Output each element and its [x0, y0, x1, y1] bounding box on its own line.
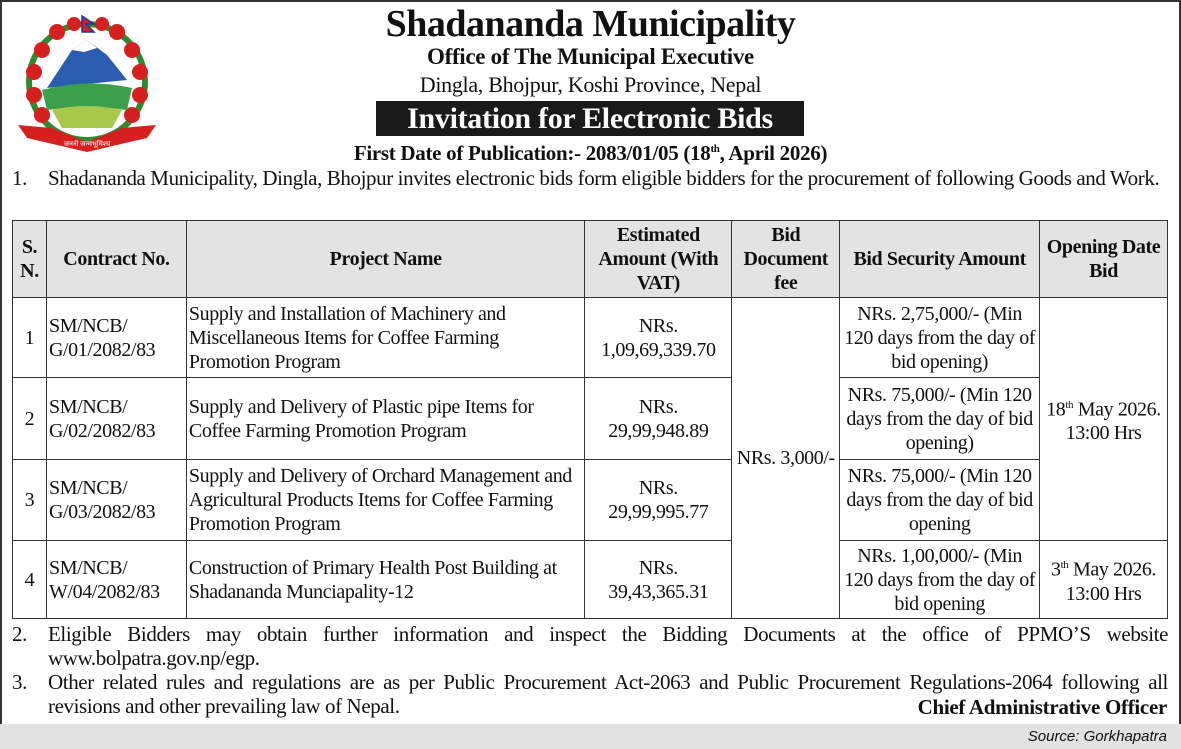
paragraph-1 — [12, 166, 1168, 190]
cell-fee: NRs. 3,000/- — [732, 298, 840, 619]
cell-security: NRs. 75,000/- (Min 120 days from the day of bid opening — [840, 460, 1040, 541]
paragraph-number: 3. — [12, 670, 27, 694]
header-security: Bid Security Amount — [840, 221, 1040, 298]
cell-contract: SM/NCB/ G/01/2082/83 — [46, 298, 186, 378]
table-row — [13, 460, 1168, 541]
header-project: Project Name — [186, 221, 584, 298]
cell-contract: SM/NCB/ G/03/2082/83 — [46, 460, 186, 541]
cell-project: Supply and Installation of Machinery and Miscellaneous Items for Coffee Farming Promotion Program — [186, 298, 584, 378]
paragraph-number: 2. — [12, 622, 27, 646]
paragraph-text: Other related rules and regulations are as per Public Procurement Act-2063 and Public Procurement Regulations-2064 following all revisions and other prevailing law of Nepal. — [48, 670, 1168, 718]
emblem-motto: जननी जन्मभूमिश्च — [63, 140, 111, 148]
cell-contract: SM/NCB/ W/04/2082/83 — [46, 541, 186, 619]
cell-estimate: NRs. 29,99,995.77 — [585, 460, 732, 541]
cell-estimate: NRs. 1,09,69,339.70 — [585, 298, 732, 378]
table-row — [13, 378, 1168, 460]
cell-project: Supply and Delivery of Plastic pipe Items for Coffee Farming Promotion Program — [186, 378, 584, 460]
cell-security: NRs. 75,000/- (Min 120 days from the day of bid opening) — [840, 378, 1040, 460]
cell-estimate: NRs. 29,99,948.89 — [585, 378, 732, 460]
paragraph-number: 1. — [12, 166, 27, 190]
paragraph-text: Eligible Bidders may obtain further information and inspect the Bidding Documents at the office of PPMO’S website www.bolpatra.gov.np/egp. — [48, 622, 1168, 670]
cell-opening-date — [1040, 298, 1168, 541]
address: Dingla, Bhojpur, Koshi Province, Nepal — [419, 72, 762, 97]
opening-sup: th — [1065, 398, 1074, 411]
paragraph-2 — [12, 622, 1168, 670]
cell-opening-date — [1040, 541, 1168, 619]
cell-security: NRs. 2,75,000/- (Min 120 days from the day of bid opening) — [840, 298, 1040, 378]
source-credit: Source: Gorkhapatra — [0, 724, 1181, 749]
opening-sup: th — [1060, 559, 1069, 572]
header-contract: Contract No. — [46, 221, 186, 298]
opening-day: 18 — [1046, 398, 1066, 421]
publication-date — [0, 141, 1181, 166]
cell-sn: 2 — [13, 378, 47, 460]
opening-rest: May 2026. 13:00 Hrs — [1065, 558, 1157, 605]
signature-title: Chief Administrative Officer — [917, 695, 1167, 719]
cell-estimate: NRs. 39,43,365.31 — [585, 541, 732, 619]
publication-date-text: First Date of Publication:- 2083/01/05 (18 — [353, 141, 711, 165]
table-row — [13, 298, 1168, 378]
cell-sn: 4 — [13, 541, 47, 619]
cell-sn: 1 — [13, 298, 47, 378]
publication-date-suffix: , April 2026) — [719, 141, 828, 165]
publication-date-sup: th — [710, 143, 720, 155]
cell-project: Construction of Primary Health Post Building at Shadananda Munciapality-12 — [186, 541, 584, 619]
municipality-title: Shadananda Municipality — [385, 3, 796, 45]
table-row — [13, 541, 1168, 619]
header-sn: S. N. — [13, 221, 47, 298]
header-opening: Opening Date Bid — [1040, 221, 1168, 298]
opening-day: 3 — [1050, 558, 1061, 581]
header-fee: Bid Document fee — [732, 221, 840, 298]
header-estimate: Estimated Amount (With VAT) — [585, 221, 732, 298]
cell-project: Supply and Delivery of Orchard Management and Agricultural Products Items for Coffee Farming Promotion Program — [186, 460, 584, 541]
office-name: Office of The Municipal Executive — [427, 44, 754, 69]
cell-security: NRs. 1,00,000/- (Min 120 days from the day of bid opening — [840, 541, 1040, 619]
paragraph-text: Shadananda Municipality, Dingla, Bhojpur invites electronic bids form eligible bidders for the procurement of following Goods and Work. — [48, 166, 1160, 190]
cell-sn: 3 — [13, 460, 47, 541]
opening-rest: May 2026. 13:00 Hrs — [1065, 398, 1161, 445]
bids-table — [12, 220, 1168, 619]
table-header-row — [13, 221, 1168, 298]
notice-banner: Invitation for Electronic Bids — [376, 101, 804, 136]
cell-contract: SM/NCB/ G/02/2082/83 — [46, 378, 186, 460]
